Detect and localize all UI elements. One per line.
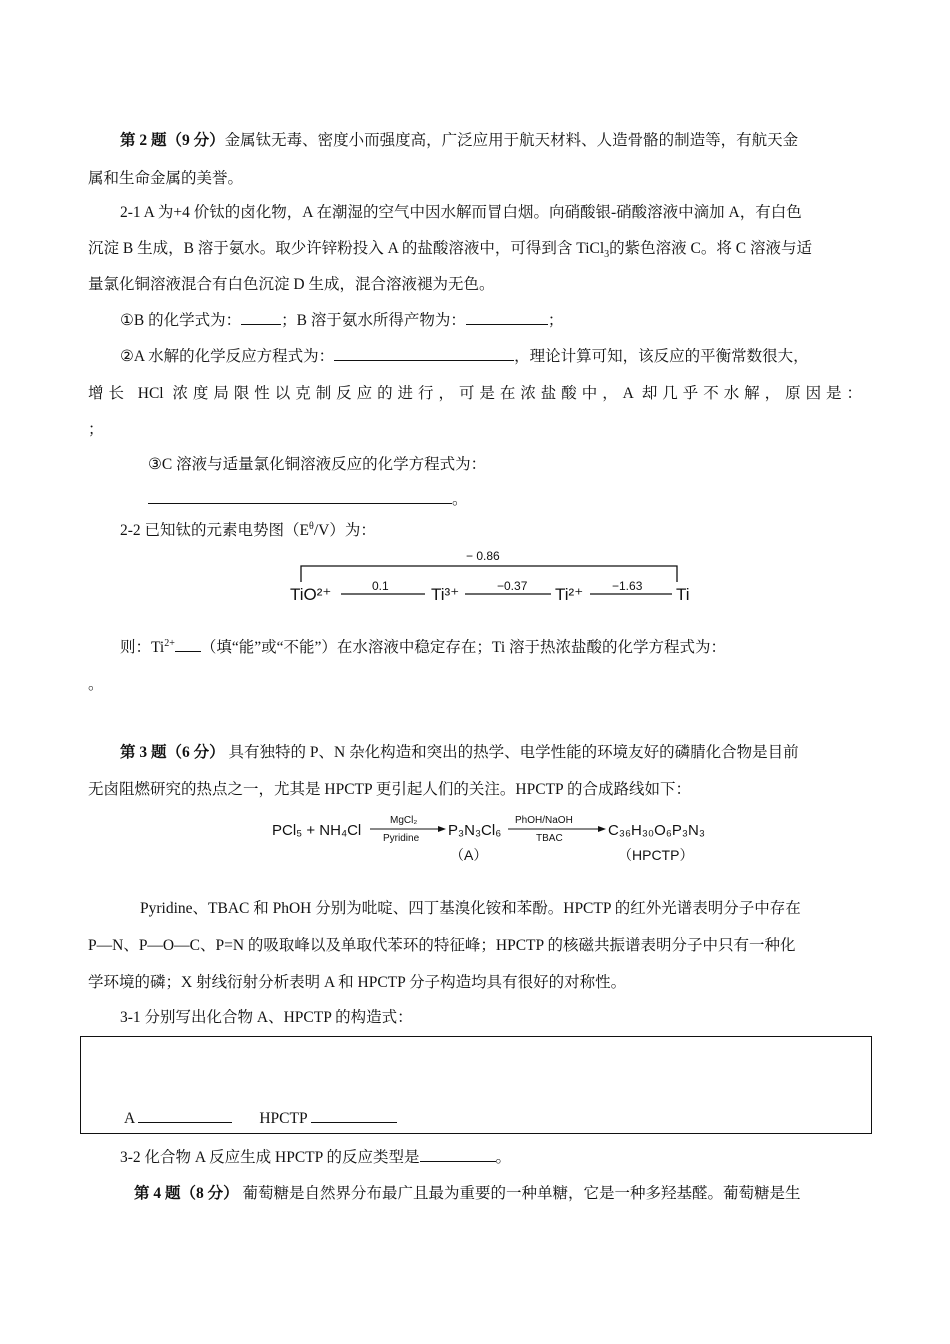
q2-1-line1: 2-1 A 为+4 价钛的卤化物，A 在潮湿的空气中因水解而冒白烟。向硝酸银-硝酸溶液中滴加 A，有白色 [120,204,802,221]
scheme-cond1-bottom: Pyridine [383,833,420,844]
answer-blank-ammonia-product[interactable] [466,310,548,325]
q3-1-line: 3-1 分别写出化合物 A、HPCTP 的构造式： [120,1009,413,1026]
overall-potential-label: − 0.86 [466,549,500,563]
q3-intro-line2: 无卤阻燃研究的热点之一，尤其是 HPCTP 更引起人们的关注。HPCTP 的合成路线如下： [88,781,691,798]
q2-intro-line2: 属和生命金属的美誉。 [88,170,244,187]
scheme-label2: （HPCTP） [618,847,694,863]
scheme-product1: P₃N₃Cl₆ [448,822,502,839]
q2-1-sub2-line3: ； [88,421,104,438]
q2-1-sub3-line2: 。 [148,487,862,509]
species-ti2: Ti²⁺ [555,585,584,604]
answer-blank-hpctp-structure[interactable] [311,1108,397,1123]
q4-intro-line: 第 4 题（8 分） 葡萄糖是自然界分布最广且最为重要的一种单糖，它是一种多羟基醛。葡萄糖是生 [134,1185,801,1202]
q3-2-line: 3-2 化合物 A 反应生成 HPCTP 的反应类型是 。 [120,1149,512,1166]
q2-1-sub2-line2: 增长 HCl 浓度局限性以克制反应的进行，可是在浓盐酸中，A 却几乎不水解，原因是： [88,385,862,402]
species-ti3: Ti³⁺ [431,585,460,604]
potential-2: −0.37 [497,579,528,593]
answer-box-labels [124,1108,862,1128]
potential-1: 0.1 [372,579,389,593]
scheme-cond2-bottom: TBAC [536,833,563,844]
answer-blank-ti2-stable[interactable] [175,637,201,652]
scheme-cond1-top: MgCl₂ [390,815,418,826]
q2-1-sub1: ①B 的化学式为： ；B 溶于氨水所得产物为： ； [120,312,564,329]
synthesis-scheme [270,808,720,868]
q3-desc-line2: P—N、P—O—C、P=N 的吸取峰以及单取代苯环的特征峰；HPCTP 的核磁共振谱表明分子中只有一种化 [88,937,796,954]
q3-intro-line1: 第 3 题（6 分） 具有独特的 P、N 杂化构造和突出的热学、电学性能的环境友好的磷腈化合物是目前 [120,744,799,761]
q2-intro-line1: 第 2 题（9 分）金属钛无毒、密度小而强度高，广泛应用于航天材料、人造骨骼的制造等，有航天金 [120,132,799,149]
potential-3: −1.63 [612,579,643,593]
scheme-reactants: PCl₅ + NH₄Cl [272,822,362,839]
q2-1-sub3: ③C 溶液与适量氯化铜溶液反应的化学方程式为： [148,456,487,473]
q2-1-sub2: ②A 水解的化学反应方程式为： ，理论计算可知，该反应的平衡常数很大， [120,348,809,365]
q2-title: 第 2 题（9 分） [120,132,225,149]
box-label-hpctp: HPCTP [259,1110,308,1127]
answer-blank-a-structure[interactable] [138,1108,232,1123]
species-ti: Ti [676,585,690,604]
answer-blank-reaction-type[interactable] [420,1147,496,1162]
q2-2-then-line2: 。 [88,676,104,693]
answer-blank-b-formula[interactable] [241,310,281,325]
scheme-label1: （A） [450,847,488,863]
q2-1-line3: 量氯化铜溶液混合有白色沉淀 D 生成，混合溶液褪为无色。 [88,276,495,293]
species-tio2: TiO²⁺ [290,585,332,604]
scheme-product2: C₃₆H₃₀O₆P₃N₃ [608,822,705,839]
electrode-potential-diagram [280,544,700,606]
box-label-a: A [124,1110,135,1127]
q2-2-line: 2-2 已知钛的元素电势图$(E^\theta/V)$为： [120,520,376,539]
q3-desc-line1: Pyridine、TBAC 和 PhOH 分别为吡啶、四丁基溴化铵和苯酚。HPCTP 的红外光谱表明分子中存在 [140,900,801,917]
q2-2-then-line: 则：$Ti^{2+}$ （填“能”或“不能”）在水溶液中稳定存在；Ti 溶于热浓盐酸的化学方程式为： [120,637,727,656]
q3-title: 第 3 题（6 分） [120,744,225,761]
q3-desc-line3: 学环境的磷；X 射线衍射分析表明 A 和 HPCTP 分子构造均具有很好的对称性。 [88,974,627,991]
scheme-cond2-top: PhOH/NaOH [515,815,573,826]
answer-blank-hydrolysis-equation[interactable] [334,346,514,361]
q2-1-line2: 沉淀 B 生成，B 溶于氨水。取少许锌粉投入 A 的盐酸溶液中，可得到含 TiCl$_3$的紫色溶液 C。将 C 溶液与适 [88,240,812,261]
q4-title: 第 4 题（8 分） [134,1185,239,1202]
answer-blank-c-cucl2-equation[interactable] [148,489,452,504]
